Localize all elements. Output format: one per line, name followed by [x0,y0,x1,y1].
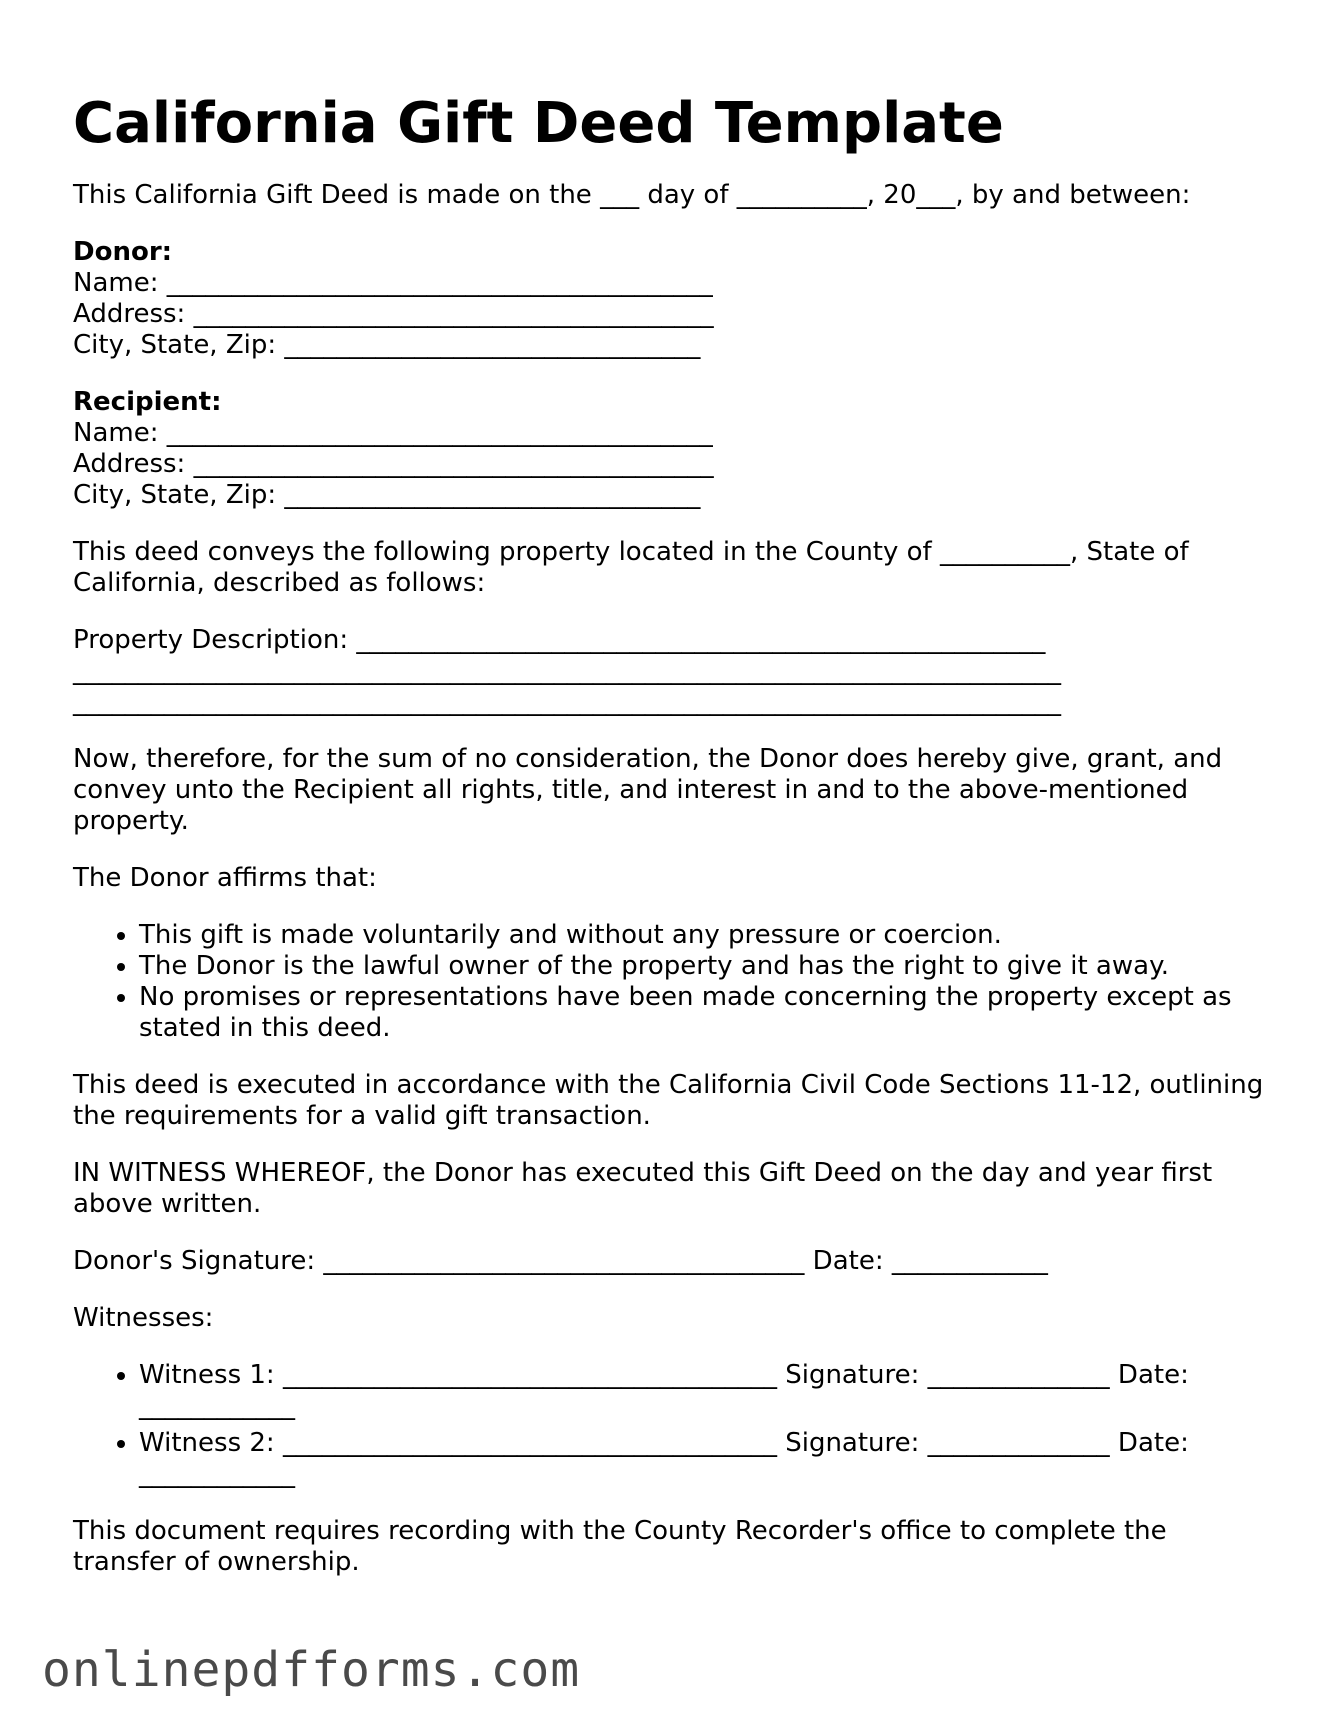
civil-code-paragraph: This deed is executed in accordance with the California Civil Code Sections 11-12, outlining the requirements for a valid gift transaction. [73,1070,1272,1131]
recipient-city-field: City, State, Zip: ________________________________ [73,480,701,510]
witness-whereof-paragraph: IN WITNESS WHEREOF, the Donor has executed this Gift Deed on the day and year first above written. [73,1158,1221,1219]
property-description [73,625,1273,718]
recipient-heading: Recipient: [73,387,222,417]
document-title: California Gift Deed Template [73,91,1004,156]
donor-signature-line: Donor's Signature: _____________________________________ Date: ____________ [73,1246,1048,1276]
intro-paragraph: This California Gift Deed is made on the ___ day of __________, 20___, by and between: [73,180,1191,210]
donor-name-field: Name: __________________________________________ [73,268,713,298]
donor-city-field: City, State, Zip: ________________________________ [73,330,701,360]
recipient-address-field: Address: ________________________________________ [73,449,714,479]
witnesses-list [73,1360,1273,1490]
recipient-section [73,387,1273,511]
recording-paragraph: This document requires recording with the County Recorder's office to complete the transfer of ownership. [73,1516,1175,1577]
document-page [73,92,1273,1604]
donor-heading: Donor: [73,237,173,267]
witnesses-heading: Witnesses: [73,1303,214,1333]
affirms-heading: The Donor affirms that: [73,863,377,893]
list-item: • The Donor is the lawful owner of the property and has the right to give it away. [139,951,1273,982]
grant-paragraph: Now, therefore, for the sum of no consideration, the Donor does hereby give, grant, and convey unto the Recipient all rights, title, and interest in and to the above-mentioned property. [73,744,1231,836]
donor-address-field: Address: ________________________________________ [73,299,714,329]
property-description-line: ____________________________________________________________________________ [73,687,1061,717]
property-description-line: ____________________________________________________________________________ [73,656,1061,686]
recipient-name-field: Name: __________________________________________ [73,418,713,448]
donor-section [73,237,1273,361]
affirmations-list [73,920,1273,1044]
list-item: • This gift is made voluntarily and without any pressure or coercion. [139,920,1273,951]
witness-line: • Witness 2: ______________________________________ Signature: ______________ Date: ____________ [139,1428,1273,1490]
list-item: • No promises or representations have been made concerning the property except as stated in this deed. [139,982,1273,1044]
property-description-line: Property Description: _____________________________________________________ [73,625,1046,655]
witness-line: • Witness 1: ______________________________________ Signature: ______________ Date: ____________ [139,1360,1273,1422]
conveys-paragraph: This deed conveys the following property located in the County of __________, State of California, described as follows: [73,537,1197,598]
site-watermark: onlinepdfforms.com [42,1642,581,1698]
